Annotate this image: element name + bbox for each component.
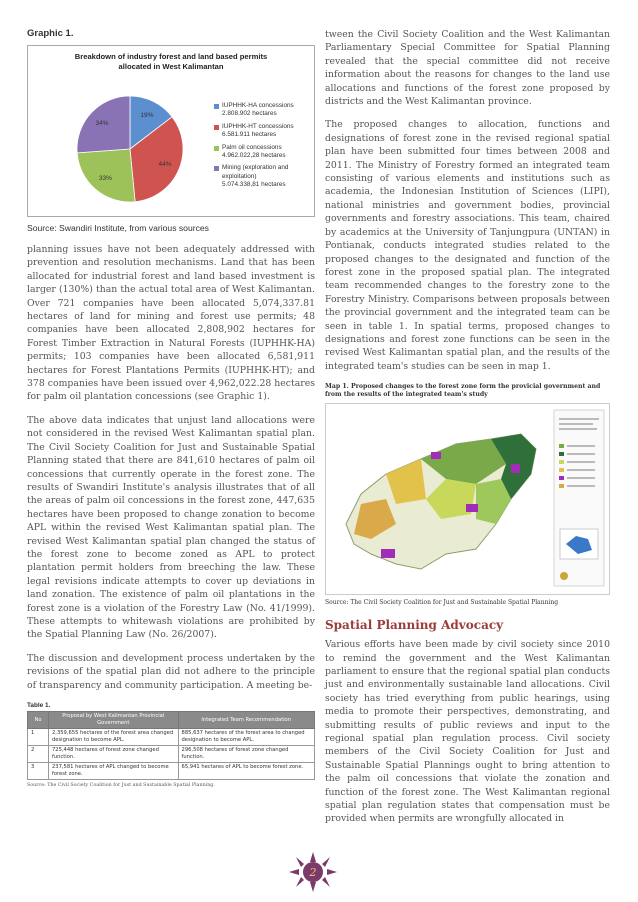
graphic-source: Source: Swandiri Institute, from various sources bbox=[27, 223, 209, 233]
table-header-proposal: Proposal by West Kalimantan Provincial Government bbox=[49, 712, 179, 729]
map-source: Source: The Civil Society Coalition for Just and Sustainable Spatial Planning bbox=[325, 599, 559, 607]
legend-name: IUPHHK-HA concessions bbox=[222, 102, 294, 109]
legend-value: 5.074.338,81 hectares bbox=[222, 181, 286, 189]
legend-value: 4.962.022,28 hectares bbox=[222, 152, 286, 160]
chart-title-line2: allocated in West Kalimantan bbox=[118, 62, 224, 71]
legend-swatch bbox=[214, 125, 219, 130]
right-paragraph-2: The proposed changes to allocation, functions and designations of forest zone in the revised regional spatial plan have been submitted four times between 2008 and 2011. The Ministry of Forestry formed an integrated team consisting of various elements and institutions such as academia, the Indonesian Institution of Sciences (LIPI), national ministries and government bodies, provincial governments and forestry associations. This team, chaired by academics at the University of Tanjungpura (UNTAN) in Pontianak, conducts integrated studies related to the proposed changes to the designated and function of the forest zone in the proposed spatial plan. The integrated team recommended changes to the forestry zone to the Forestry Ministry. Comparisons between proposals between the provincial government and the integrated team can be seen in table 1. In spatial terms, proposed changes to designations and forest zone functions can be seen in the revised West Kalimantan spatial plan, and the results of the integrated team's studies can be seen in map 1. bbox=[325, 119, 610, 372]
map-change-area bbox=[466, 504, 478, 512]
map-caption: Map 1. Proposed changes to the forest zone form the provicial government and from the results of the integrated team's study bbox=[325, 383, 601, 399]
map-change-area bbox=[381, 549, 395, 558]
legend-name: Mining (exploration and exploitation) bbox=[222, 164, 289, 180]
legend-item-iuphhk-ha bbox=[214, 102, 316, 119]
legend-name: Palm oil concessions bbox=[222, 143, 282, 151]
graphic-label: Graphic 1. bbox=[27, 28, 74, 39]
comparison-table bbox=[27, 711, 315, 780]
right-column bbox=[325, 28, 610, 836]
table-cell: 296,508 hectares of forest zone changed function. bbox=[178, 746, 314, 763]
legend-swatch bbox=[214, 104, 219, 109]
table-header-recommendation: Integrated Team Recommendation bbox=[178, 712, 314, 729]
pie-slice-label: 19% bbox=[140, 111, 154, 119]
legend-name: IUPHHK-HT concessions bbox=[222, 122, 294, 130]
table-cell: 1 bbox=[28, 729, 49, 746]
table-cell: 885,637 hectares of the forest area to changed designation to become APL. bbox=[178, 729, 314, 746]
table-row bbox=[28, 746, 315, 763]
advocacy-paragraph: Various efforts have been made by civil society since 2010 to remind the government and the West Kalimantan parliament to ensure that the regional spatial plan conducts just and environmentally sustainable land allocations. Civil society has tried everything from public hearings, using media to promote their perspectives, demonstrating, and submitting results of public reviews and input to the regional spatial plan regulation process. Civil society members of the Civil Society Coalition for Just and Sustainable Spatial Plannings ought to bring attention to the palm oil concessions that violate the zonation and function of the forest zone. The West Kalimantan regional spatial plan regulation states that compensation must be provided when permits are wrongfully allocated in bbox=[325, 639, 610, 825]
legend-item-mining bbox=[214, 164, 316, 189]
advocacy-heading: Spatial Planning Advocacy bbox=[325, 618, 504, 633]
map-logo-icon bbox=[560, 572, 568, 580]
table-header-no: No bbox=[28, 712, 49, 729]
table-cell: 2,359,655 hectares of the forest area changed designation to become APL. bbox=[49, 729, 179, 746]
page-number-badge bbox=[289, 852, 337, 892]
pie-slice-label: 44% bbox=[158, 161, 172, 169]
chart-legend bbox=[214, 102, 316, 194]
table-cell: 65,941 hectares of APL to become forest zone. bbox=[178, 763, 314, 780]
legend-item-iuphhk-ht bbox=[214, 123, 316, 140]
left-paragraph-2: The above data indicates that unjust land allocations were not considered in the revised West Kalimantan spatial plan. The Civil Society Coalition for Just and Sustainable Spatial Planning stated that there are 841,610 hectares of palm oil concessions that currently operate in the forest zone. The results of Swandiri Institute's analysis illustrates that of all the areas of palm oil concessions in the forest zone, 447,635 hectares have been proposed to change zonation to become APL within the revised West Kalimantan spatial plan. The revised West Kalimantan spatial plan changed the status of the forest zone to become zoned as APL to protect plantation permit holders from breeching the law. These legal revisions indicate attempts to cover up deviations in land zonation. The existence of palm oil plantations in the forest zone is a violation of the Forestry Law (No. 41/1999). These attempts to whitewash violations are prohibited by the Spatial Planning Law (No. 26/2007). bbox=[27, 414, 315, 641]
left-paragraph-3: The discussion and development process undertaken by the revisions of the spatial plan did not adhere to the principle of transparency and community participation. A meeting be- bbox=[27, 652, 315, 691]
map-figure bbox=[325, 403, 610, 595]
table-row bbox=[28, 763, 315, 780]
page-number: 2 bbox=[309, 866, 317, 879]
table-cell: 2 bbox=[28, 746, 49, 763]
legend-value: 2.808.902 hectares bbox=[222, 110, 277, 118]
legend-item-palm-oil bbox=[214, 144, 316, 161]
table-source: Source: The Civil Society Coalition for Just and Sustainable Spatial Planning. bbox=[27, 783, 215, 788]
right-paragraph-1: tween the Civil Society Coalition and the West Kalimantan Parliamentary Special Committee for Spatial Planning revealed that the special committee did not receive information about the reasons for changes to the land use allocations and functions of the forest zone proposed by districts and the West Kalimantan province. bbox=[325, 29, 610, 108]
table-header-row bbox=[28, 712, 315, 729]
table-cell: 725,448 hectares of forest zone changed function. bbox=[49, 746, 179, 763]
map-legend-panel bbox=[554, 410, 604, 586]
map-change-area bbox=[431, 452, 441, 459]
left-column bbox=[27, 28, 315, 793]
table-label: Table 1. bbox=[27, 702, 51, 709]
left-paragraph-1: planning issues have not been adequately addressed with prevention and resolution mechanisms. Land that has been allocated for industrial forest and land based investment is larger (130%) than the actual total area of West Kalimantan. Over 721 companies have been allocated 5,074,337.81 hectares of land for mining and forest use permits; 48 companies have been allocated 2,808,902 hectares for Forest Timber Extraction in Natural Forests (IUPHHK-HA) permits; 103 companies have been allocated 6,581,911 hectares for Forest Plantations Permits (IUPHHK-HT); and 378 companies have been issued over 4,962,022.28 hectares for palm oil plantation concessions (see Graphic 1). bbox=[27, 244, 315, 403]
pie-slice-label: 34% bbox=[95, 120, 109, 128]
map-change-area bbox=[511, 464, 520, 473]
table-row bbox=[28, 729, 315, 746]
table-cell: 3 bbox=[28, 763, 49, 780]
chart-title-line1: Breakdown of industry forest and land based permits bbox=[74, 52, 268, 61]
legend-swatch bbox=[214, 146, 219, 151]
map-image bbox=[326, 404, 609, 592]
legend-value: 6.581.911 hectares bbox=[222, 131, 277, 139]
pie-slice-label: 33% bbox=[98, 175, 112, 183]
table-cell: 237,581 hectares of APL changed to become forest zone. bbox=[49, 763, 179, 780]
legend-swatch bbox=[214, 166, 219, 171]
pie-chart-box bbox=[27, 45, 315, 217]
